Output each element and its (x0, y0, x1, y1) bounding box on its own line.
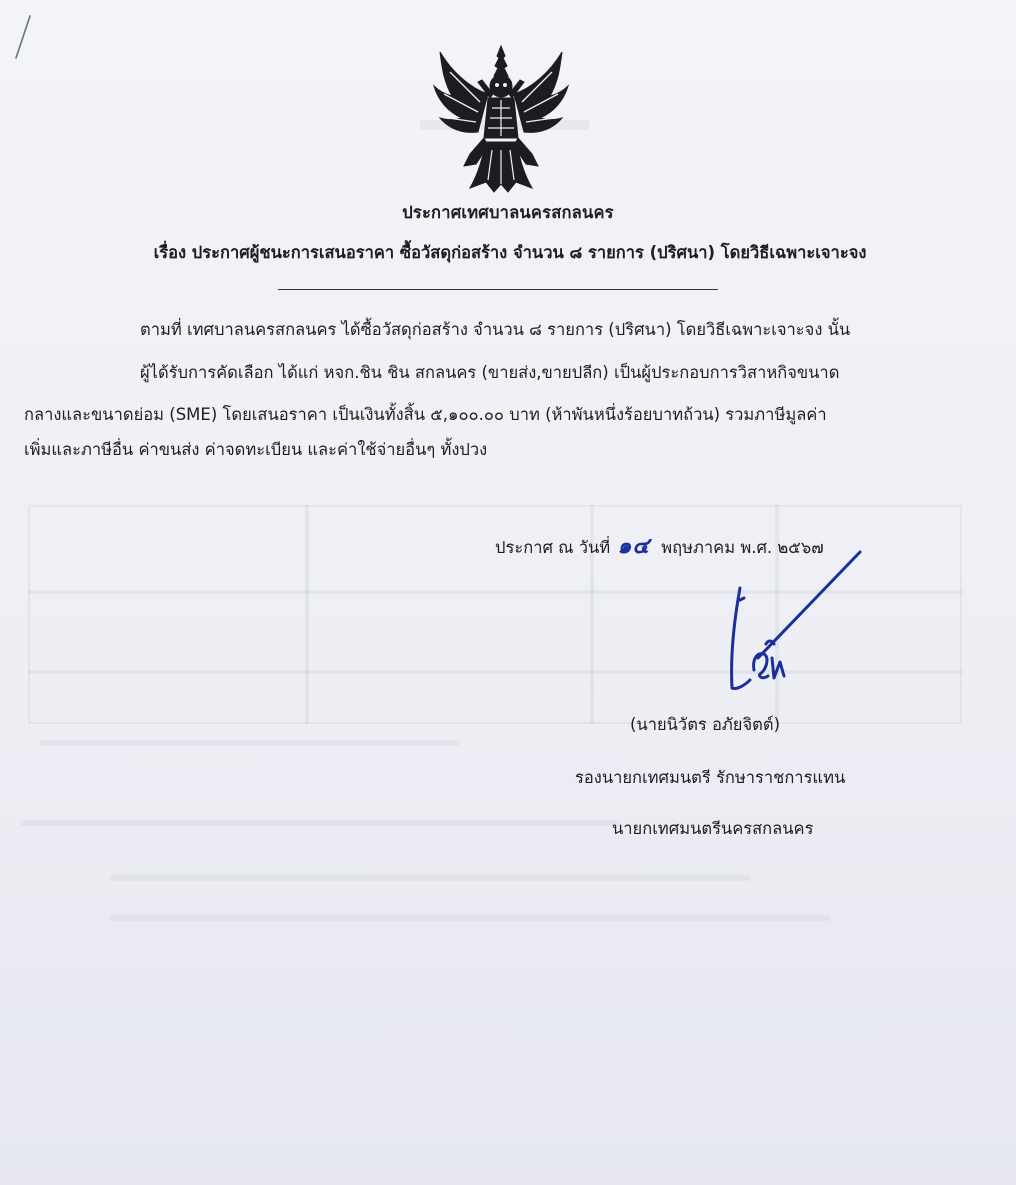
pen-mark-icon (12, 14, 38, 62)
date-month-year: พฤษภาคม พ.ศ. ๒๕๖๗ (661, 538, 824, 557)
show-through-text (110, 875, 750, 881)
signer-position-acting: รองนายกเทศมนตรี รักษาราชการแทน (575, 768, 846, 787)
show-through-text (110, 915, 830, 921)
divider (278, 289, 718, 290)
show-through-text (20, 820, 620, 826)
document-title: ประกาศเทศบาลนครสกลนคร (402, 203, 614, 222)
garuda-emblem-icon (430, 42, 572, 194)
body-line-3: กลางและขนาดย่อม (SME) โดยเสนอราคา เป็นเงินทั้งสิ้น ๕,๑๐๐.๐๐ บาท (ห้าพันหนึ่งร้อยบาทถ้วน) รวมภาษีมูลค่า (24, 405, 827, 424)
document-subject: เรื่อง ประกาศผู้ชนะการเสนอราคา ซื้อวัสดุก่อสร้าง จำนวน ๘ รายการ (ปริศนา) โดยวิธีเฉพาะเจาะจง (153, 243, 867, 262)
signer-position-mayor: นายกเทศมนตรีนครสกลนคร (612, 819, 814, 838)
date-prefix: ประกาศ ณ วันที่ (495, 538, 611, 557)
signer-name: (นายนิวัตร อภัยจิตต์) (630, 715, 781, 734)
handwritten-signature (700, 540, 900, 710)
show-through-text (40, 740, 460, 746)
show-through-table-col (305, 505, 309, 724)
body-line-1: ตามที่ เทศบาลนครสกลนคร ได้ซื้อวัสดุก่อสร้าง จำนวน ๘ รายการ (ปริศนา) โดยวิธีเฉพาะเจาะจง นั้น (140, 320, 851, 339)
body-line-4: เพิ่มและภาษีอื่น ค่าขนส่ง ค่าจดทะเบียน และค่าใช้จ่ายอื่นๆ ทั้งปวง (24, 440, 488, 459)
body-line-2: ผู้ได้รับการคัดเลือก ได้แก่ หจก.ชิน ชิน สกลนคร (ขายส่ง,ขายปลีก) เป็นผู้ประกอบการวิสาหกิจขนาด (140, 363, 840, 382)
date-day-handwritten: ๑๔ (617, 533, 651, 559)
